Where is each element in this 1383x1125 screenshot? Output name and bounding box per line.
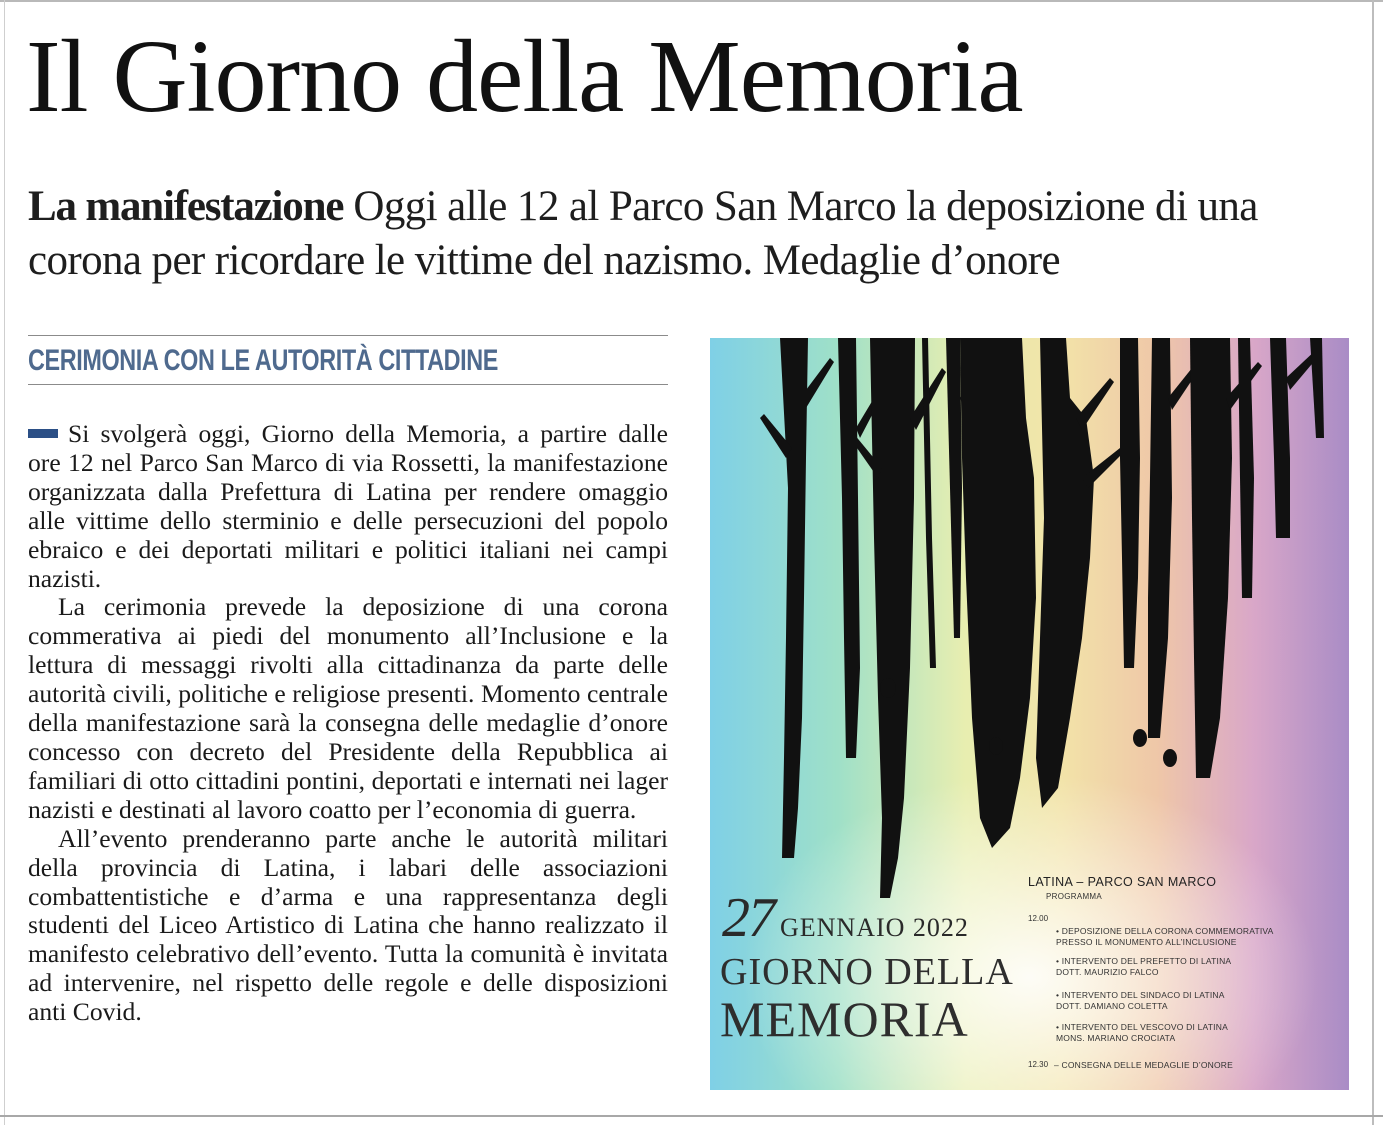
article-paragraph: La cerimonia prevede la deposizione di una corona commerativa ai piedi del monumento all’Inclusione e la lettura di messaggi rivolti alla cittadinanza da parte delle autorità civili, politiche e religiose presenti. Momento centrale della manifestazione sarà la consegna delle medaglie d’onore concesso con decreto del Presidente della Repubblica ai familiari di otto cittadini pontini, deportati e internati nei lager nazisti e destinati al lavoro coatto per l’economia di guerra. <box>28 592 668 824</box>
article-paragraph <box>28 420 668 593</box>
article-paragraph-text: Si svolgerà oggi, Giorno della Memoria, a partire dalle ore 12 nel Parco San Marco di via Rossetti, la manifestazione organizzata dalla Prefettura di Latina per rendere omaggio alle vittime dello sterminio e delle persecuzioni del popolo ebraico e dei deportati militari e politici italiani nei campi nazisti. <box>28 419 668 593</box>
article-body <box>28 420 668 1027</box>
poster-program-line: PRESSO IL MONUMENTO ALL’INCLUSIONE <box>1056 937 1237 947</box>
paragraph-bullet-icon <box>28 429 58 438</box>
article-headline: Il Giorno della Memoria <box>26 19 1023 134</box>
poster-program-line: • INTERVENTO DEL VESCOVO DI LATINA <box>1056 1022 1228 1032</box>
poster-final-item: – CONSEGNA DELLE MEDAGLIE D’ONORE <box>1054 1060 1234 1070</box>
section-rule-top <box>28 335 668 336</box>
poster-place: LATINA – PARCO SAN MARCO <box>1028 875 1217 889</box>
poster-program-line: DOTT. DAMIANO COLETTA <box>1056 1001 1168 1011</box>
poster-day: 27 <box>722 887 774 949</box>
event-poster <box>710 338 1349 1090</box>
page-border-left <box>4 0 5 1125</box>
poster-title-line2: MEMORIA <box>720 991 969 1047</box>
article-deck <box>28 180 1358 288</box>
poster-time-end: 12.30 <box>1028 1060 1049 1069</box>
poster-program-label: PROGRAMMA <box>1046 892 1103 901</box>
article-kicker: La manifestazione <box>28 183 344 230</box>
poster-title-line1: GIORNO DELLA <box>720 951 1014 993</box>
poster-program-line: • INTERVENTO DEL SINDACO DI LATINA <box>1056 990 1225 1000</box>
poster-program-line: • DEPOSIZIONE DELLA CORONA COMMEMORATIVA <box>1056 926 1274 936</box>
poster-program-line: DOTT. MAURIZIO FALCO <box>1056 967 1159 977</box>
article-paragraph: All’evento prenderanno parte anche le autorità militari della provincia di Latina, i labari delle associazioni combattentistiche e d’arma e una rappresentanza degli studenti del Liceo Artistico di Latina che hanno realizzato il manifesto celebrativo dell’evento. Tutta la comunità è invitata ad intervenire, nel rispetto delle regole e delle disposizioni anti Covid. <box>28 823 668 1027</box>
poster-date <box>722 886 969 950</box>
poster-program-line: MONS. MARIANO CROCIATA <box>1056 1033 1176 1043</box>
page-border-top <box>0 0 1383 2</box>
poster-time-start: 12.00 <box>1028 914 1049 923</box>
article-deck-text: Oggi alle 12 al Parco San Marco la deposizione di una corona per ricordare le vittime del nazismo. Medaglie d’onore <box>28 183 1258 284</box>
page-border-right <box>1372 0 1374 1125</box>
section-rule-bottom <box>28 384 668 385</box>
page-border-bottom <box>0 1115 1383 1117</box>
poster-program-line: • INTERVENTO DEL PREFETTO DI LATINA <box>1056 956 1232 966</box>
section-title: CERIMONIA CON LE AUTORITÀ CITTADINE <box>28 344 498 377</box>
poster-month-year: GENNAIO 2022 <box>780 913 969 942</box>
